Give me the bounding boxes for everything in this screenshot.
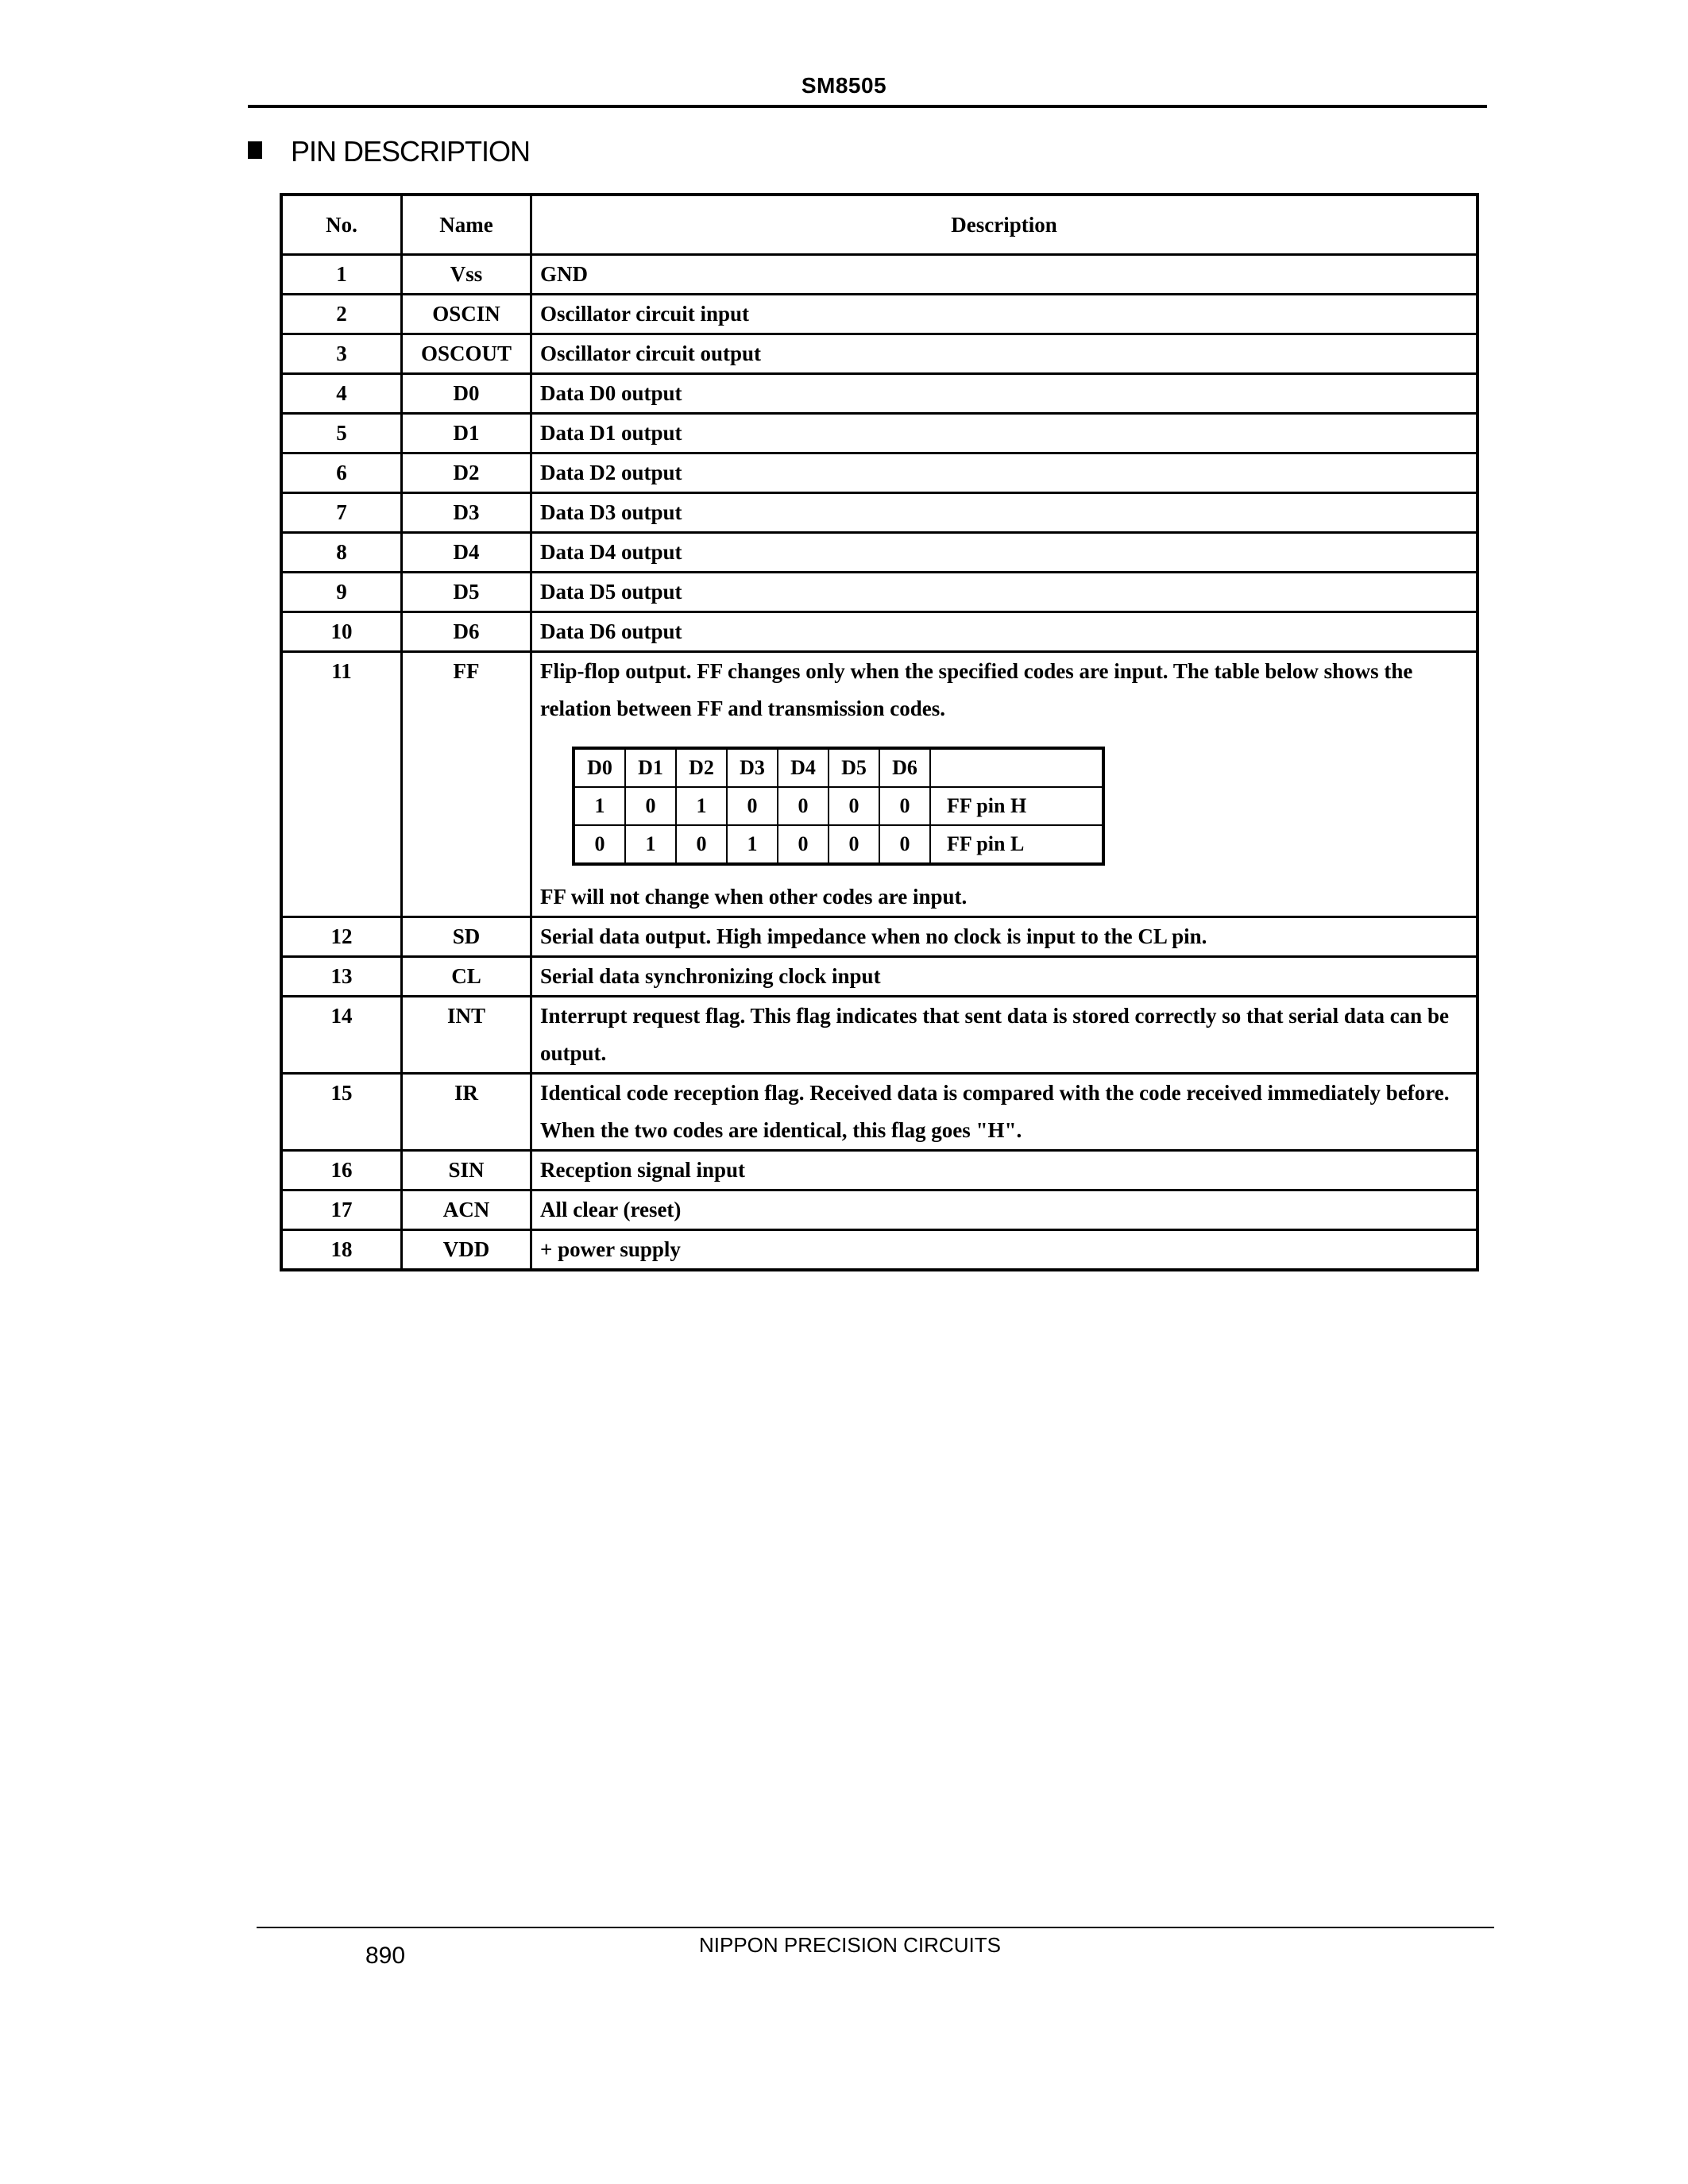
pin-description-text: Identical code reception flag. Received data is compared with the code received immediately before. When the two codes are identical, this flag goes "H". xyxy=(540,1081,1450,1142)
pin-number: 8 xyxy=(281,533,402,573)
pin-name: FF xyxy=(402,652,531,917)
ff-code-bit: 0 xyxy=(625,787,676,825)
document-header-title: SM8505 xyxy=(801,73,887,98)
ff-code-bit: 0 xyxy=(879,787,930,825)
pin-description xyxy=(531,1074,1478,1151)
section-title: PIN DESCRIPTION xyxy=(291,135,531,168)
pin-name: ACN xyxy=(402,1190,531,1230)
pin-description-text: Data D0 output xyxy=(540,381,682,405)
ff-code-header-cell: D6 xyxy=(879,748,930,787)
pin-name: D5 xyxy=(402,573,531,612)
pin-name: IR xyxy=(402,1074,531,1151)
pin-number: 3 xyxy=(281,334,402,374)
pin-name: D0 xyxy=(402,374,531,414)
pin-number: 18 xyxy=(281,1230,402,1271)
pin-number: 6 xyxy=(281,453,402,493)
ff-code-bit: 1 xyxy=(676,787,727,825)
pin-number: 2 xyxy=(281,295,402,334)
pin-description-text: GND xyxy=(540,262,588,286)
pin-description xyxy=(531,652,1478,917)
table-header-row xyxy=(281,195,1477,255)
pin-number: 12 xyxy=(281,917,402,957)
ff-code-bit: 1 xyxy=(574,787,625,825)
pin-description xyxy=(531,1230,1478,1271)
pin-description xyxy=(531,533,1478,573)
ff-code-bit: 0 xyxy=(829,825,879,864)
pin-description-text: Serial data synchronizing clock input xyxy=(540,964,881,988)
ff-code-row xyxy=(574,825,1103,864)
table-row xyxy=(281,1190,1477,1230)
ff-code-header-row xyxy=(574,748,1103,787)
pin-number: 17 xyxy=(281,1190,402,1230)
table-row xyxy=(281,453,1477,493)
pin-number: 16 xyxy=(281,1151,402,1190)
table-row xyxy=(281,493,1477,533)
ff-code-header-cell: D1 xyxy=(625,748,676,787)
ff-code-header-cell: D2 xyxy=(676,748,727,787)
pin-name: SD xyxy=(402,917,531,957)
pin-number: 7 xyxy=(281,493,402,533)
pin-name: SIN xyxy=(402,1151,531,1190)
pin-description xyxy=(531,493,1478,533)
pin-number: 5 xyxy=(281,414,402,453)
ff-code-header-cell: D3 xyxy=(727,748,778,787)
footer-rule xyxy=(257,1927,1494,1928)
pin-description xyxy=(531,334,1478,374)
pin-description-text: Data D6 output xyxy=(540,619,682,643)
pin-description-text: Data D5 output xyxy=(540,580,682,604)
pin-description xyxy=(531,1190,1478,1230)
footer-company: NIPPON PRECISION CIRCUITS xyxy=(699,1933,1001,1957)
ff-code-bit: 0 xyxy=(829,787,879,825)
pin-description-text: Flip-flop output. FF changes only when the specified codes are input. The table below shows the relation between FF and transmission codes. xyxy=(540,659,1413,720)
pin-name: Vss xyxy=(402,255,531,295)
ff-code-header-cell: D4 xyxy=(778,748,829,787)
ff-code-bit: 1 xyxy=(625,825,676,864)
pin-number: 10 xyxy=(281,612,402,652)
pin-name: D2 xyxy=(402,453,531,493)
pin-name: CL xyxy=(402,957,531,997)
pin-name: INT xyxy=(402,997,531,1074)
pin-description xyxy=(531,997,1478,1074)
column-header-no: No. xyxy=(281,195,402,255)
pin-description xyxy=(531,453,1478,493)
column-header-name: Name xyxy=(402,195,531,255)
pin-description-table xyxy=(280,193,1479,1271)
pin-name: D3 xyxy=(402,493,531,533)
pin-name: OSCIN xyxy=(402,295,531,334)
pin-description xyxy=(531,414,1478,453)
pin-description-text: Data D2 output xyxy=(540,461,682,484)
ff-code-bit: 0 xyxy=(676,825,727,864)
pin-name: D1 xyxy=(402,414,531,453)
ff-pin-state: FF pin L xyxy=(930,825,1103,864)
table-row xyxy=(281,1230,1477,1271)
pin-description-text: Interrupt request flag. This flag indicates that sent data is stored correctly so that serial data can be output. xyxy=(540,1004,1449,1065)
pin-description-text: Serial data output. High impedance when no clock is input to the CL pin. xyxy=(540,924,1207,948)
table-row xyxy=(281,957,1477,997)
ff-note: FF will not change when other codes are input. xyxy=(540,885,968,909)
table-row xyxy=(281,1151,1477,1190)
table-row xyxy=(281,1074,1477,1151)
pin-description-text: Data D4 output xyxy=(540,540,682,564)
ff-code-row xyxy=(574,787,1103,825)
ff-code-table xyxy=(572,747,1105,866)
pin-number: 1 xyxy=(281,255,402,295)
ff-code-bit: 0 xyxy=(778,825,829,864)
pin-description-text: Reception signal input xyxy=(540,1158,746,1182)
ff-pin-state: FF pin H xyxy=(930,787,1103,825)
table-row xyxy=(281,334,1477,374)
pin-description xyxy=(531,295,1478,334)
header-rule xyxy=(248,105,1487,108)
ff-code-header-cell: D5 xyxy=(829,748,879,787)
pin-number: 9 xyxy=(281,573,402,612)
table-row xyxy=(281,295,1477,334)
ff-code-bit: 0 xyxy=(879,825,930,864)
ff-code-bit: 1 xyxy=(727,825,778,864)
pin-number: 11 xyxy=(281,652,402,917)
pin-number: 15 xyxy=(281,1074,402,1151)
pin-description xyxy=(531,1151,1478,1190)
pin-description xyxy=(531,957,1478,997)
pin-description-text: All clear (reset) xyxy=(540,1198,682,1221)
page-number: 890 xyxy=(365,1943,406,1969)
pin-description-text: Data D3 output xyxy=(540,500,682,524)
pin-number: 13 xyxy=(281,957,402,997)
pin-number: 4 xyxy=(281,374,402,414)
pin-description-text: Oscillator circuit output xyxy=(540,341,761,365)
pin-description xyxy=(531,255,1478,295)
pin-description xyxy=(531,612,1478,652)
table-row xyxy=(281,255,1477,295)
pin-name: D4 xyxy=(402,533,531,573)
pin-description-text: Data D1 output xyxy=(540,421,682,445)
ff-code-bit: 0 xyxy=(727,787,778,825)
table-row xyxy=(281,612,1477,652)
pin-description xyxy=(531,374,1478,414)
column-header-description: Description xyxy=(531,195,1478,255)
pin-description-text: + power supply xyxy=(540,1237,681,1261)
table-row xyxy=(281,533,1477,573)
pin-name: VDD xyxy=(402,1230,531,1271)
pin-description-text: Oscillator circuit input xyxy=(540,302,749,326)
section-bullet-icon xyxy=(248,141,262,159)
pin-number: 14 xyxy=(281,997,402,1074)
table-row xyxy=(281,917,1477,957)
table-row xyxy=(281,573,1477,612)
pin-name: D6 xyxy=(402,612,531,652)
ff-code-header-cell: D0 xyxy=(574,748,625,787)
pin-description xyxy=(531,917,1478,957)
pin-description xyxy=(531,573,1478,612)
table-row xyxy=(281,652,1477,917)
table-row xyxy=(281,414,1477,453)
table-row xyxy=(281,997,1477,1074)
table-row xyxy=(281,374,1477,414)
pin-name: OSCOUT xyxy=(402,334,531,374)
ff-code-bit: 0 xyxy=(574,825,625,864)
ff-code-bit: 0 xyxy=(778,787,829,825)
ff-code-header-cell xyxy=(930,748,1103,787)
